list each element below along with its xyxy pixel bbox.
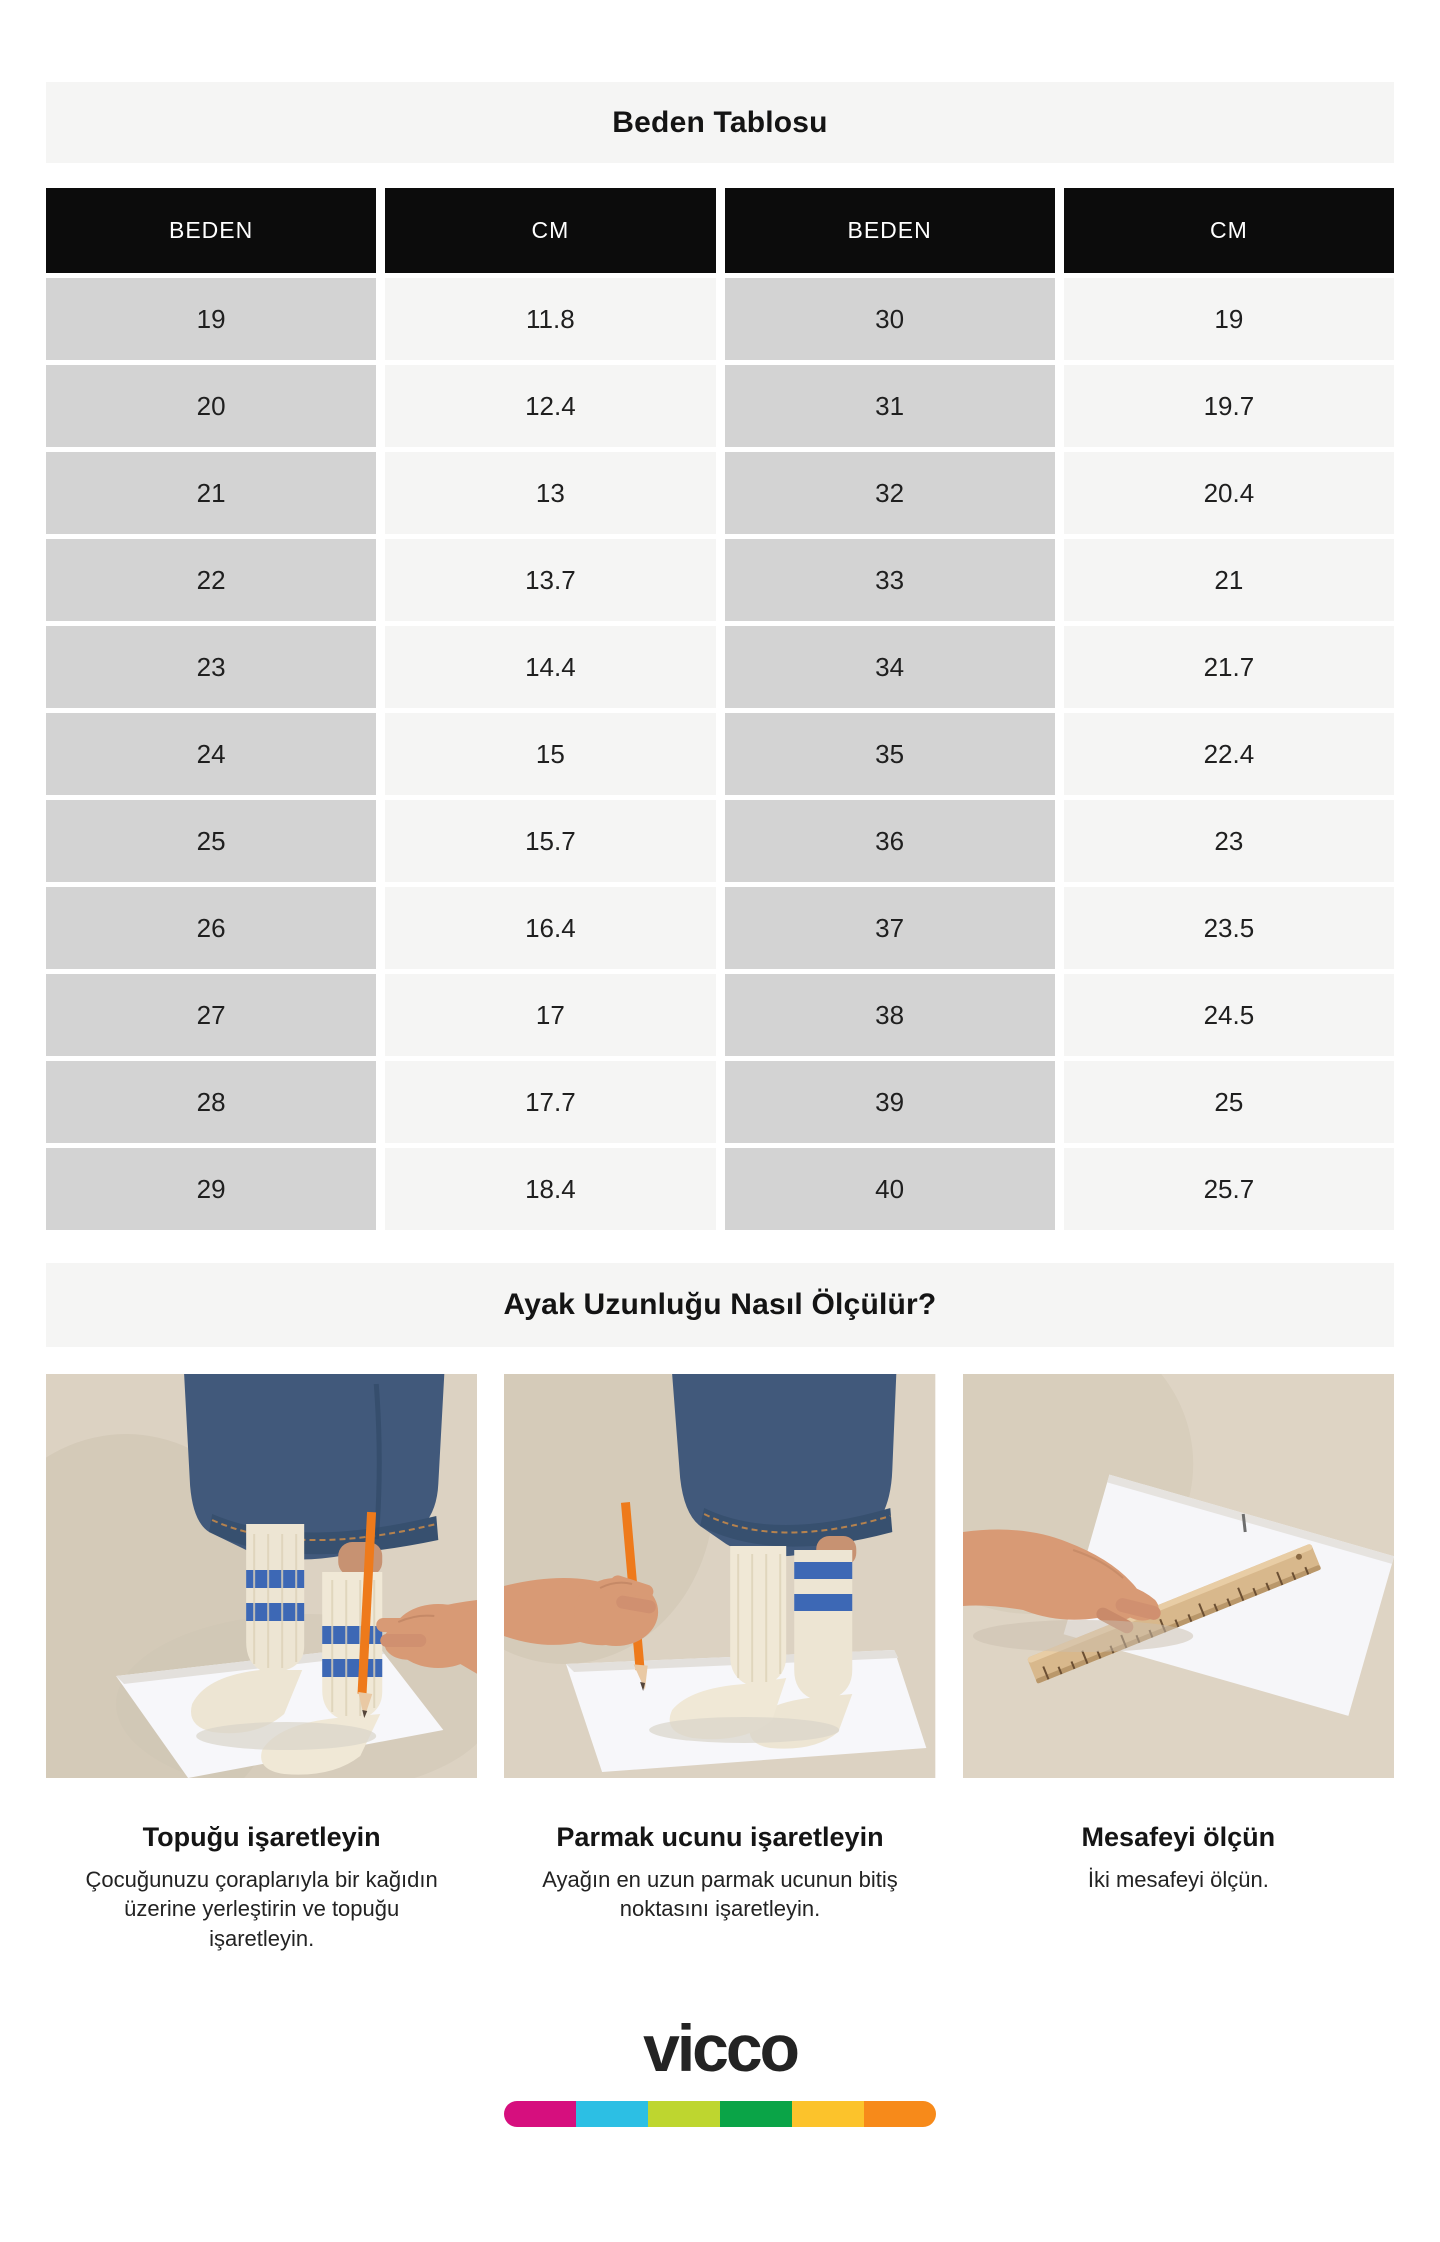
- table-header-cell: BEDEN: [46, 188, 376, 273]
- step-description-2: Ayağın en uzun parmak ucunun bitiş noktasını işaretleyin.: [542, 1867, 898, 1922]
- cm-cell: 13: [385, 452, 715, 534]
- hand: [504, 1574, 658, 1646]
- photo-measure-distance-image: [963, 1374, 1394, 1778]
- step-title-2: Parmak ucunu işaretleyin: [556, 1822, 884, 1852]
- vicco-logo: vicco: [643, 2010, 797, 2085]
- size-cell: 20: [46, 365, 376, 447]
- step-caption-1: [46, 1822, 477, 1953]
- size-cell: 38: [725, 974, 1055, 1056]
- cm-cell: 15: [385, 713, 715, 795]
- cm-cell: 13.7: [385, 539, 715, 621]
- photo-mark-toe: [504, 1374, 935, 1778]
- step-title-1: Topuğu işaretleyin: [142, 1822, 381, 1852]
- photo-mark-heel: [46, 1374, 477, 1778]
- cm-cell: 20.4: [1064, 452, 1394, 534]
- table-header-cell: CM: [385, 188, 715, 273]
- size-cell: 31: [725, 365, 1055, 447]
- size-table-title-bar: [46, 82, 1394, 163]
- brand-footer: [46, 2010, 1394, 2127]
- cm-cell: 11.8: [385, 278, 715, 360]
- logo-bar-segment-2: [576, 2101, 648, 2127]
- size-cell: 35: [725, 713, 1055, 795]
- cm-cell: 19: [1064, 278, 1394, 360]
- size-cell: 30: [725, 278, 1055, 360]
- cm-cell: 21.7: [1064, 626, 1394, 708]
- table-header-cell: CM: [1064, 188, 1394, 273]
- cm-cell: 17: [385, 974, 715, 1056]
- measure-steps-photos: [46, 1374, 1394, 1778]
- size-cell: 28: [46, 1061, 376, 1143]
- cm-cell: 18.4: [385, 1148, 715, 1230]
- size-cell: 39: [725, 1061, 1055, 1143]
- cm-cell: 24.5: [1064, 974, 1394, 1056]
- size-cell: 27: [46, 974, 376, 1056]
- photo-mark-heel-image: [46, 1374, 477, 1778]
- size-cell: 26: [46, 887, 376, 969]
- cm-cell: 16.4: [385, 887, 715, 969]
- size-cell: 29: [46, 1148, 376, 1230]
- size-cell: 21: [46, 452, 376, 534]
- logo-bar-segment-1: [504, 2101, 576, 2127]
- cm-cell: 23.5: [1064, 887, 1394, 969]
- step-title-3: Mesafeyi ölçün: [1081, 1822, 1276, 1852]
- cm-cell: 22.4: [1064, 713, 1394, 795]
- size-cell: 33: [725, 539, 1055, 621]
- size-cell: 37: [725, 887, 1055, 969]
- size-table-title: Beden Tablosu: [612, 105, 828, 139]
- vicco-logo-color-bar: [504, 2101, 936, 2127]
- ankle-skin: [338, 1542, 382, 1576]
- cm-cell: 17.7: [385, 1061, 715, 1143]
- cm-cell: 25: [1064, 1061, 1394, 1143]
- size-cell: 34: [725, 626, 1055, 708]
- photo-measure-distance: [963, 1374, 1394, 1778]
- logo-bar-segment-4: [720, 2101, 792, 2127]
- size-cell: 22: [46, 539, 376, 621]
- size-cell: 24: [46, 713, 376, 795]
- size-guide-page: [46, 82, 1394, 2127]
- measure-title: Ayak Uzunluğu Nasıl Ölçülür?: [503, 1288, 937, 1321]
- logo-bar-segment-5: [792, 2101, 864, 2127]
- pencil-mark: [1243, 1514, 1245, 1532]
- size-table: [46, 188, 1394, 1230]
- size-cell: 25: [46, 800, 376, 882]
- step-caption-2: [504, 1822, 935, 1953]
- table-header-cell: BEDEN: [725, 188, 1055, 273]
- photo-mark-toe-image: [504, 1374, 935, 1778]
- cm-cell: 21: [1064, 539, 1394, 621]
- logo-bar-segment-3: [648, 2101, 720, 2127]
- size-cell: 36: [725, 800, 1055, 882]
- size-cell: 32: [725, 452, 1055, 534]
- cm-cell: 23: [1064, 800, 1394, 882]
- cm-cell: 12.4: [385, 365, 715, 447]
- measure-steps-captions: [46, 1822, 1394, 1953]
- step-description-1: Çocuğunuzu çoraplarıyla bir kağıdın üzerine yerleştirin ve topuğu işaretleyin.: [85, 1867, 438, 1951]
- step-description-3: İki mesafeyi ölçün.: [1087, 1867, 1269, 1892]
- cm-cell: 14.4: [385, 626, 715, 708]
- cm-cell: 15.7: [385, 800, 715, 882]
- size-cell: 23: [46, 626, 376, 708]
- cm-cell: 25.7: [1064, 1148, 1394, 1230]
- measure-title-bar: [46, 1263, 1394, 1347]
- size-cell: 40: [725, 1148, 1055, 1230]
- logo-bar-segment-6: [864, 2101, 936, 2127]
- cm-cell: 19.7: [1064, 365, 1394, 447]
- size-cell: 19: [46, 278, 376, 360]
- step-caption-3: [963, 1822, 1394, 1953]
